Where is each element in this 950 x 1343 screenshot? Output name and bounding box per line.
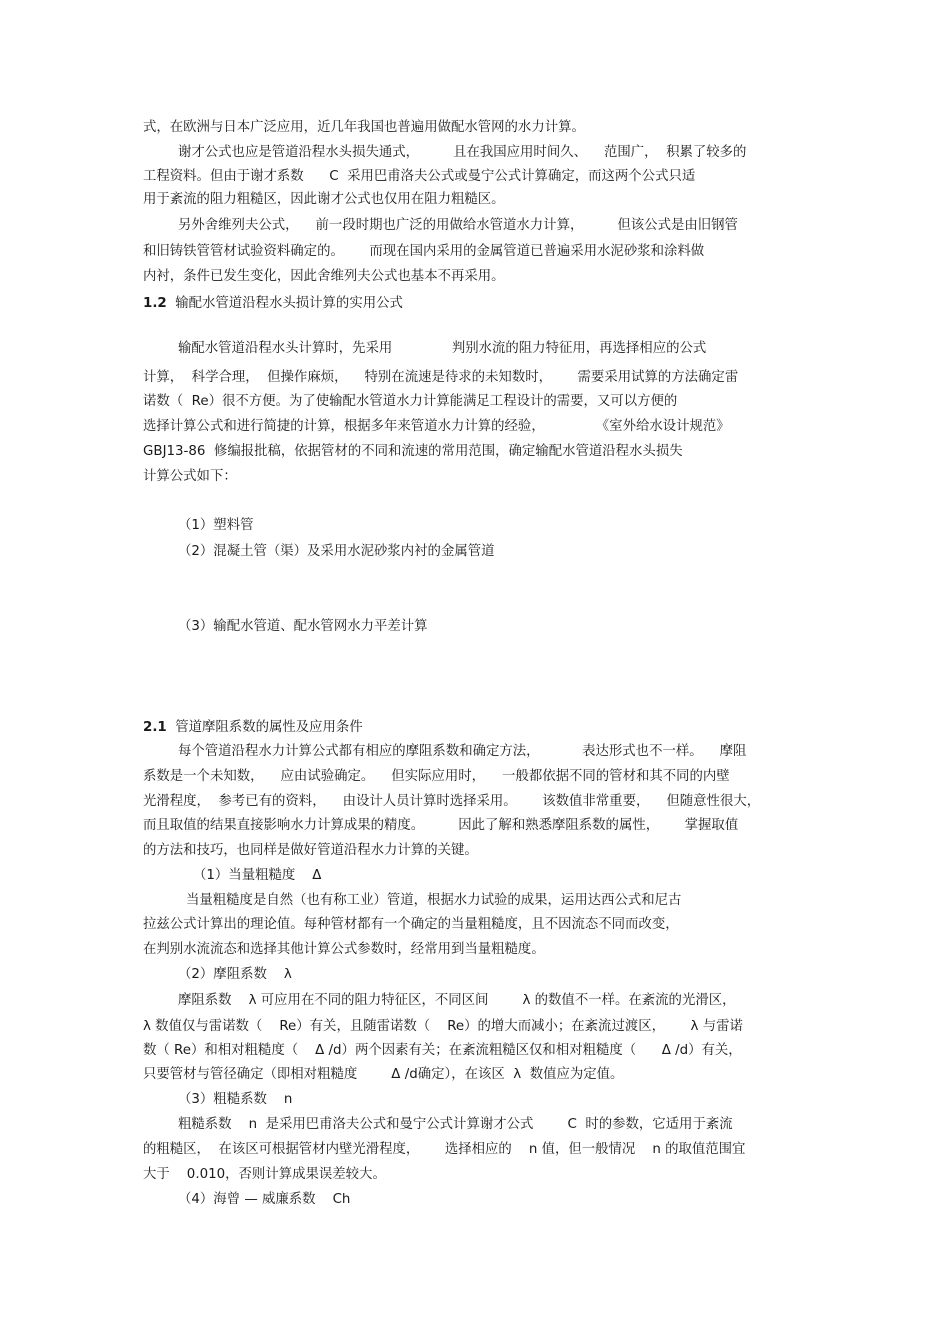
paragraph-line: λ 数值仅与雷诺数（ Re）有关，且随雷诺数（ Re）的增大而减小；在紊流过渡区， λ 与雷诺	[143, 1019, 743, 1034]
paragraph-line: 数（ Re）和相对粗糙度（ Δ /d）两个因素有关；在紊流粗糙区仅和相对粗糙度（ Δ /d）有关，	[143, 1043, 742, 1058]
list-item: （3）输配水管道、配水管网水力平差计算	[178, 619, 428, 634]
paragraph-line: 另外舍维列夫公式， 前一段时期也广泛的用做给水管道水力计算， 但该公式是由旧钢管	[178, 218, 738, 233]
paragraph-line: 每个管道沿程水力计算公式都有相应的摩阻系数和确定方法， 表达形式也不一样。 摩阻	[178, 744, 747, 759]
paragraph-line: 用于紊流的阻力粗糙区，因此谢才公式也仅用在阻力粗糙区。	[143, 192, 505, 207]
paragraph-line: GBJ13-86 修编报批稿，依据管材的不同和流速的常用范围，确定输配水管道沿程水头损失	[143, 444, 683, 459]
list-item: （2）混凝土管（渠）及采用水泥砂浆内衬的金属管道	[178, 544, 495, 559]
paragraph-line: 输配水管道沿程水头计算时，先采用 判别水流的阻力特征用，再选择相应的公式	[178, 341, 707, 356]
paragraph-line: 计算， 科学合理， 但操作麻烦， 特别在流速是待求的未知数时， 需要采用试算的方法确定雷	[143, 370, 739, 385]
paragraph-line: 光滑程度， 参考已有的资料， 由设计人员计算时选择采用。 该数值非常重要， 但随意性很大，	[143, 794, 761, 809]
section-number: 2.1	[143, 720, 167, 735]
list-item: （1）塑料管	[178, 518, 254, 533]
paragraph-line: 只要管材与管径确定（即相对粗糙度 Δ /d确定），在该区 λ 数值应为定值。	[143, 1067, 624, 1082]
paragraph-line: 选择计算公式和进行简捷的计算，根据多年来管道水力计算的经验， 《室外给水设计规范》	[143, 419, 730, 434]
section-title: 管道摩阻系数的属性及应用条件	[175, 720, 363, 735]
paragraph-line: 计算公式如下：	[143, 469, 237, 484]
paragraph-line: 的方法和技巧，也同样是做好管道沿程水力计算的关键。	[143, 843, 478, 858]
paragraph-line: 工程资料。但由于谢才系数 C 采用巴甫洛夫公式或曼宁公式计算确定，而这两个公式只适	[143, 169, 696, 184]
paragraph-line: 谢才公式也应是管道沿程水头损失通式， 且在我国应用时间久、 范围广， 积累了较多的	[178, 145, 747, 160]
paragraph-line: 当量粗糙度是自然（也有称工业）管道，根据水力试验的成果，运用达西公式和尼古	[186, 893, 682, 908]
section-title: 输配水管道沿程水头损计算的实用公式	[175, 296, 403, 311]
paragraph-line: 诺数（ Re）很不方便。为了使输配水管道水力计算能满足工程设计的需要，又可以方便的	[143, 394, 678, 409]
paragraph-line: 粗糙系数 n 是采用巴甫洛夫公式和曼宁公式计算谢才公式 C 时的参数，它适用于紊流	[178, 1117, 733, 1132]
paragraph-line: 系数是一个未知数， 应由试验确定。 但实际应用时， 一般都依据不同的管材和其不同的内壁	[143, 769, 730, 784]
paragraph-line: 摩阻系数 λ 可应用在不同的阻力特征区，不同区间 λ 的数值不一样。在紊流的光滑区，	[178, 993, 736, 1008]
paragraph-line: 在判别水流流态和选择其他计算公式参数时，经常用到当量粗糙度。	[143, 942, 545, 957]
section-heading-2-1	[143, 719, 363, 736]
section-heading-1-2	[143, 295, 403, 312]
paragraph-line: 内衬，条件已发生变化，因此舍维列夫公式也基本不再采用。	[143, 269, 505, 284]
subsection-heading: （2）摩阻系数 λ	[178, 967, 292, 982]
paragraph-line: 而且取值的结果直接影响水力计算成果的精度。 因此了解和熟悉摩阻系数的属性， 掌握取值	[143, 818, 739, 833]
paragraph-line: 和旧铸铁管管材试验资料确定的。 而现在国内采用的金属管道已普遍采用水泥砂浆和涂料做	[143, 244, 705, 259]
subsection-heading: （1）当量粗糙度 Δ	[193, 868, 322, 883]
subsection-heading: （4）海曾 — 威廉系数 Ch	[178, 1192, 351, 1207]
paragraph-line: 拉兹公式计算出的理论值。每种管材都有一个确定的当量粗糙度，且不因流态不同而改变，	[143, 917, 679, 932]
subsection-heading: （3）粗糙系数 n	[178, 1092, 293, 1107]
paragraph-line: 大于 0.010，否则计算成果误差较大。	[143, 1167, 386, 1182]
paragraph-line: 的粗糙区， 在该区可根据管材内壁光滑程度， 选择相应的 n 值，但一般情况 n 的取值范围宜	[143, 1142, 746, 1157]
section-number: 1.2	[143, 296, 167, 311]
paragraph-line: 式，在欧洲与日本广泛应用，近几年我国也普遍用做配水管网的水力计算。	[143, 120, 585, 135]
